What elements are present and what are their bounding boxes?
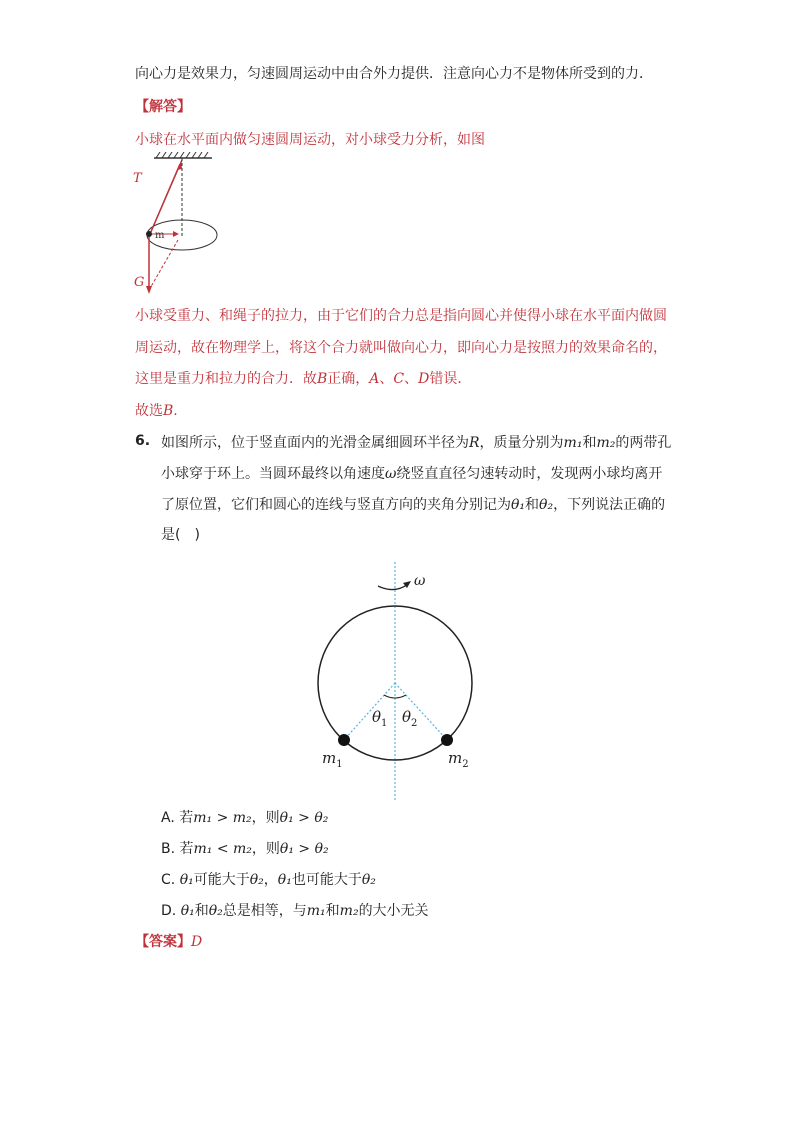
gravity-label: G — [134, 275, 145, 290]
option-b-m2: θ₁ > θ₂ — [279, 841, 329, 857]
q-m1: m₁ — [563, 435, 583, 451]
option-b-m1: m₁ < m₂ — [193, 841, 252, 857]
option-b-t2: ，则 — [251, 841, 280, 857]
option-a-t2: ，则 — [251, 810, 280, 826]
radius-line-1 — [344, 683, 395, 740]
question-line-3 — [161, 495, 665, 515]
theta1-label: $\theta_1$ — [372, 708, 388, 729]
option-c-label: C. — [161, 872, 176, 888]
option-a-label: A. — [161, 810, 175, 826]
question-line-2 — [161, 464, 662, 484]
solution-para-3 — [135, 369, 471, 389]
q-l3-c: ，下列说法正确的 — [553, 497, 666, 513]
q-l1-a: 如图所示，位于竖直面内的光滑金属细圆环半径为 — [161, 435, 469, 451]
sol3-pre: 这里是重力和拉力的合力．故 — [135, 371, 317, 387]
solution-para-2: 周运动，故在物理学上，将这个合力就叫做向心力，即向心力是按照力的效果命名的， — [135, 340, 667, 356]
option-c-m2: θ₂ — [249, 872, 264, 888]
q-l1-b: ，质量分别为 — [479, 435, 564, 451]
pendulum-figure — [128, 152, 228, 300]
q-omega: ω — [385, 466, 397, 482]
question-number: 6. — [135, 433, 151, 449]
solution-para-1: 小球受重力、和绳子的拉力，由于它们的合力总是指向圆心并使得小球在水平面内做圆 — [135, 308, 667, 324]
ball-m2 — [441, 734, 453, 746]
question-line-4: 是( ) — [161, 527, 200, 543]
theta2-label: $\theta_2$ — [402, 708, 418, 729]
option-c-t1: 可能大于 — [193, 872, 250, 888]
option-d-m2: θ₂ — [208, 903, 223, 919]
option-d-t2: 总是相等，与 — [222, 903, 307, 919]
option-a-m2: θ₁ > θ₂ — [279, 810, 329, 826]
option-d-t4: 的大小无关 — [358, 903, 429, 919]
option-c-m1: θ₁ — [179, 872, 194, 888]
option-d-t3: 和 — [325, 903, 340, 919]
sol3-sep1: 、 — [379, 371, 394, 387]
omega-label: ω — [414, 573, 426, 589]
option-d-t1: 和 — [194, 903, 209, 919]
choose-post: . — [173, 403, 178, 419]
option-c-m4: θ₂ — [361, 872, 376, 888]
tension-label: T — [133, 171, 142, 186]
q-radius: R — [469, 435, 480, 451]
question-line-1 — [161, 433, 671, 453]
answer-label: 【答案】 — [135, 934, 191, 950]
q-m2: m₂ — [596, 435, 616, 451]
choose-line — [135, 401, 178, 421]
sol3-post: 错误． — [429, 371, 472, 387]
sol3-mid: 正确， — [327, 371, 370, 387]
option-d-label: D. — [161, 903, 177, 919]
ball-m1 — [338, 734, 350, 746]
solution-line-1: 小球在水平面内做匀速圆周运动，对小球受力分析，如图 — [135, 132, 485, 148]
choose-letter: B — [163, 403, 174, 419]
m2-label: $m_2$ — [448, 749, 469, 770]
option-b-label: B. — [161, 841, 176, 857]
option-d-m4: m₂ — [339, 903, 359, 919]
jieda-heading: 【解答】 — [135, 99, 191, 115]
option-a — [161, 808, 328, 828]
sol3-d: D — [418, 371, 430, 387]
choose-pre: 故选 — [135, 403, 163, 419]
option-c-t3: 也可能大于 — [291, 872, 362, 888]
option-b-t1: 若 — [179, 841, 194, 857]
option-c-m3: θ₁ — [277, 872, 292, 888]
tension-arrow — [150, 164, 180, 234]
sol3-c: C — [393, 371, 405, 387]
answer-line — [135, 932, 202, 952]
option-a-t1: 若 — [179, 810, 194, 826]
option-a-m1: m₁ > m₂ — [193, 810, 252, 826]
q-l3-a: 了原位置，它们和圆心的连线与竖直方向的夹角分别记为 — [161, 497, 511, 513]
option-c-t2: ， — [263, 872, 278, 888]
ring-figure — [300, 560, 500, 805]
sol3-b: B — [317, 371, 328, 387]
q-l1-c: 和 — [582, 435, 597, 451]
m1-label: $m_1$ — [322, 749, 343, 770]
rotation-arrow — [378, 584, 408, 590]
ball — [146, 231, 152, 237]
q-theta2: θ₂ — [539, 497, 554, 513]
option-d — [161, 901, 429, 921]
option-d-m3: m₁ — [306, 903, 326, 919]
intro-text: 向心力是效果力，匀速圆周运动中由合外力提供．注意向心力不是物体所受到的力． — [135, 66, 653, 82]
q-theta1: θ₁ — [511, 497, 526, 513]
q-l2-a: 小球穿于环上。当圆环最终以角速度 — [161, 466, 385, 482]
option-c — [161, 870, 376, 890]
sol3-a: A — [369, 371, 380, 387]
q-l3-b: 和 — [525, 497, 540, 513]
q-l1-d: 的两带孔 — [615, 435, 672, 451]
option-d-m1: θ₁ — [180, 903, 195, 919]
q-l2-b: 绕竖直直径匀速转动时，发现两小球均离开 — [396, 466, 663, 482]
mass-label: m — [155, 230, 165, 241]
option-b — [161, 839, 329, 859]
answer-value: D — [191, 934, 203, 950]
sol3-sep2: 、 — [404, 371, 419, 387]
